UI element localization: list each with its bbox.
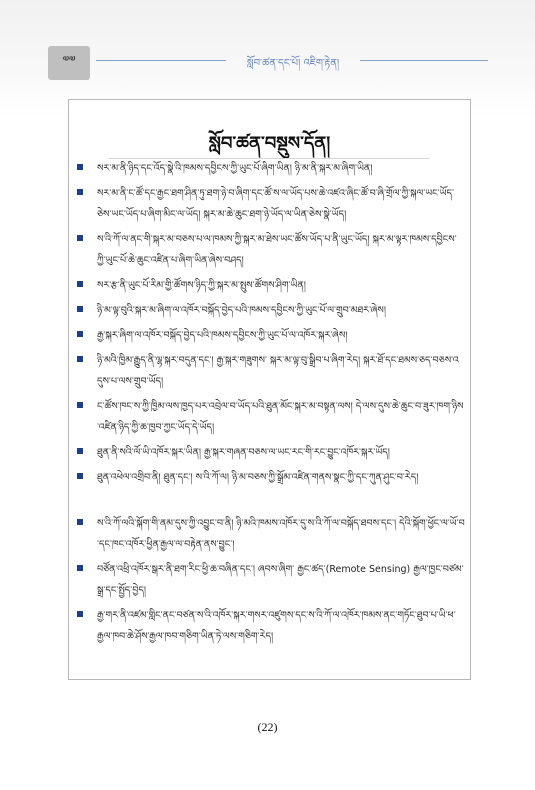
square-bullet-icon xyxy=(77,306,83,312)
list-item xyxy=(77,325,465,346)
list-item xyxy=(77,467,465,509)
square-bullet-icon xyxy=(77,402,83,408)
list-item-text: ས་འི་ཀོ་ལ་ནང་གི་སྐར་མ་བཅས་པ་ལ་ཁམས་ཀྱི་སྐར་མ་ཐེས་ཡང་ཚོས་ཡོད་པ་ནི་ཡུང་ཡོད། སྐར་མ་ལྟར་ཁམས་དབྱིངས་ཀྱི་ཡུང་པོ་ཆེ་ཆུང་འཛིན་པ་ཞིག་ཡིན་ཞེས་བཤད། xyxy=(97,234,457,266)
running-header: སློབ་ཚན་དང་པོ། འཇིག་རྟེན། xyxy=(246,58,340,69)
header-rule-right xyxy=(360,60,488,61)
square-bullet-icon xyxy=(77,356,83,362)
list-item xyxy=(77,275,465,296)
list-item-text: རྒྱ་སྐར་ཞིག་ལ་འཁོར་བསྐོད་བྱེད་པའི་ཁམས་དབྱིངས་ཀྱི་ཡུང་པོ་ལ་འཁོར་སྐར་ཞེས། xyxy=(97,330,348,341)
list-item-text: ཐུན་ནི་སའི་ལོ་ཡི་འཁོར་སྐར་ཡིན། རྒྱ་སྐར་གཞན་བཅས་ལ་ཡང་རང་གི་རང་བྱུང་འཁོར་སྐར་ཡོད། xyxy=(97,447,390,458)
summary-box xyxy=(68,99,471,680)
list-item xyxy=(77,442,465,463)
summary-list xyxy=(77,158,465,651)
list-item xyxy=(77,229,465,271)
list-item-text: ཉི་མའི་ཁྱིམ་རྒྱུད་ནི་ལྷ་སྐར་བདུན་དང་། རྒྱ་སྐར་གཟུགས་ སྐར་མ་ལྟ་བུ་སྒྲིབ་པ་ཞིག་རེད། སྐར་ཐོ་དང་ཐམས་ཅད་བཅས་འདུས་པ་ལས་གྲུབ་ཡོད། xyxy=(97,355,459,387)
square-bullet-icon xyxy=(77,331,83,337)
page-badge: ༧༧ xyxy=(48,46,90,80)
square-bullet-icon xyxy=(77,448,83,454)
list-item xyxy=(77,605,465,647)
square-bullet-icon xyxy=(77,473,83,479)
list-item-text: ཐུན་འཕེལ་འགྲིབ་ནི། ཐུན་དང་། ས་འི་ཀོ་ལ། ཉི་མ་བཅས་ཀྱི་སྒྲོམ་འཛིན་གནས་སྣང་ཀྱི་དང་ཀུན་ཤུང་བ་རེད། xyxy=(97,472,419,483)
list-item-text: སར་མ་ནི་ང་ཚོ་དང་རྒྱང་ཐག་ཤིན་ཏུ་ཐག་ཉེ་བ་ཞིག་དང་ཚོ་ས་ལ་ཡོད་པས་ཆེ་འཛའ་ཞིང་ཚོ་བ་ཞི་གྲོལ་ཀྱི་སྐལ་ཡང་ཡོད་ཅེས་ཡང་ཡོད་པ་ཞིག་མིང་ལ་ཡོད། སྐར་མ་ཆེ་ཆུང་ཐག་ཉེ་ཡོད་ལ་ཡིན་ཅེས་སྣེ་ཡོད། xyxy=(97,188,454,220)
list-item xyxy=(77,183,465,225)
square-bullet-icon xyxy=(77,235,83,241)
list-item-text: རྒྱ་གར་ནི་འཛམ་གླིང་ནང་བཙན་ས་འི་འཁོར་སྐར་གསར་འཛུགས་དང་ས་འི་ཀོ་ལ་འཁོར་ཁམས་ནང་གཏོང་ཐུབ་པ་ཡི་ཕ་རྒྱལ་ཁབ་ཆེ་ཤོས་རྒྱལ་ཁབ་གཅིག་ཡིན་ཏེ་ལས་གཅིག་རེད། xyxy=(97,610,456,642)
list-item xyxy=(77,396,465,438)
list-item xyxy=(77,559,465,601)
list-item-text: ཉི་མ་ལྟ་བུའི་སྐར་མ་ཞིག་ལ་འཁོར་བསྐོད་བྱེད་པའི་ཁམས་དབྱིངས་ཀྱི་ཡུང་པོ་ལ་གྲུབ་མཐར་ཞེས། xyxy=(97,305,386,316)
square-bullet-icon xyxy=(77,565,83,571)
list-item-text: སར་རྩ་ནི་ཡུང་པོ་རིམ་གྱི་ཚོགས་ཉིད་ཀྱི་སྐར་མ་སྤུས་ཚོགས་ཤིག་ཡིན། xyxy=(97,280,306,291)
header-rule-left xyxy=(96,60,226,61)
list-item xyxy=(77,158,465,179)
square-bullet-icon xyxy=(77,519,83,525)
list-item-text: ང་ཚོས་ཁང་ས་ཀྱི་ཁྱིམ་ལས་ཁྱད་པར་འབྲེལ་བ་ཡོད་པའི་ཐུན་མོང་སྐར་མ་བསྟན་ལས། དེ་ལས་དུས་ཆེ་ཆུང་བ་ཟུར་ཁག་ཉིས་འཛིན་ཉིད་ཀྱི་ཆ་ཁྱབ་ཀྱང་ཡོད་དེ་ཡོད། xyxy=(97,401,464,433)
square-bullet-icon xyxy=(77,189,83,195)
list-item xyxy=(77,350,465,392)
page-number: (22) xyxy=(257,720,278,734)
section-title: སློབ་ཚན་བསྡུས་དོན། xyxy=(208,133,331,154)
square-bullet-icon xyxy=(77,611,83,617)
list-item-text: བཙོན་འཕྲི་འཁོར་སྒར་ནི་ཐག་རིང་ཕྱི་ཆ་བཞིན་དང་། ཞབས་ཞིག་ རྒྱང་ཚད་(Remote Sensing) རྒྱལ་ཁྱང་བཙམ་སྒྲ་དང་སྤྱོད་བྱེད། xyxy=(97,564,464,596)
list-item-text: སར་མ་ནི་ཉིད་དང་འོད་སྣེ་འི་ཁམས་དབྱིངས་ཀྱི་ཡུང་པོ་ཞིག་ཡིན། ཉི་མ་ནི་སྐར་མ་ཞིག་ཡིན། xyxy=(97,163,373,174)
square-bullet-icon xyxy=(77,281,83,287)
square-bullet-icon xyxy=(77,164,83,170)
list-item xyxy=(77,300,465,321)
list-item xyxy=(77,513,465,555)
list-item-text: ས་འི་ཀོ་ལའི་སྐོག་གི་ནམ་དུས་ཀྱི་འབྱུང་བ་ནི། ཉི་མའི་ཁམས་འཁོར་དུ་ས་འི་ཀོ་ལ་བསྐོད་ཐབས་དང་། དེའི་སྐོག་ཕྱོང་ལ་ཡོ་བ་དང་ཁང་འཁོར་ཕྱིན་རྒྱལ་ལ་བརྟེན་ནས་བྱུང་། xyxy=(97,518,465,550)
